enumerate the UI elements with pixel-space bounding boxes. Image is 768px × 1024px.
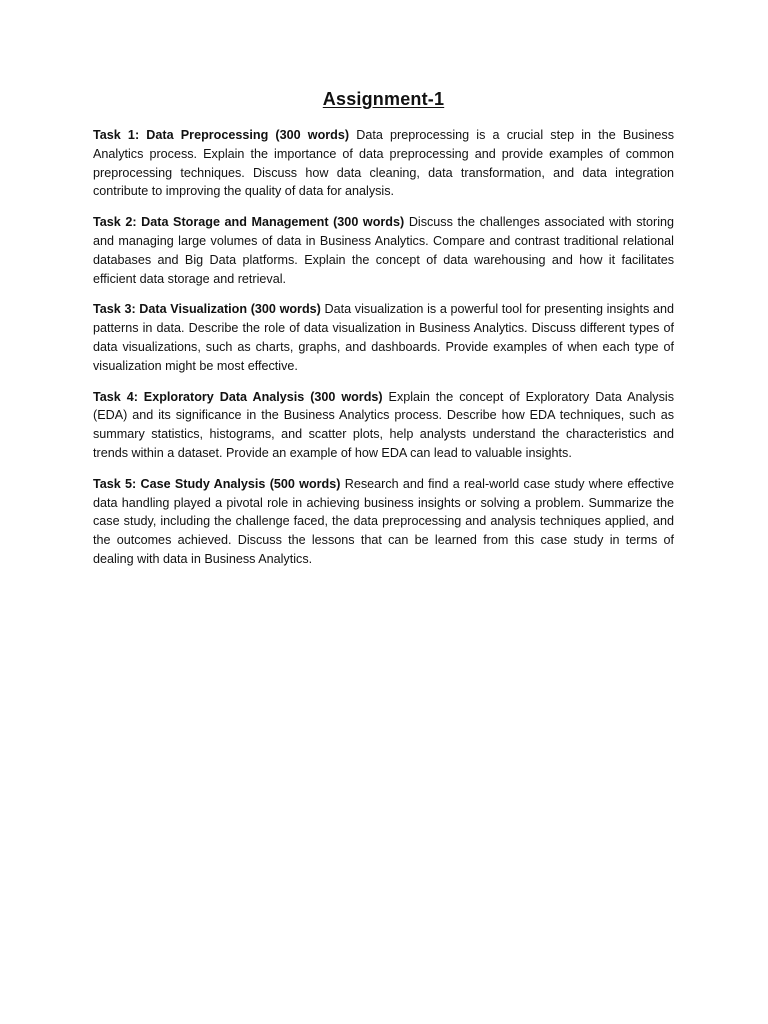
task-1-body: Data preprocessing is a crucial step in the Business Analytics process. Explain the importance of data preprocessing and provide examples of common preprocessing techniques. Discuss how data cleaning, data transformation, and data integration contribute to improving the quality of data for analysis. [93, 128, 674, 199]
task-2-paragraph [93, 213, 674, 288]
task-5-body: Research and find a real-world case study where effective data handling played a pivotal role in achieving business insights or solving a problem. Summarize the case study, including the challenge faced, the data preprocessing and analysis techniques applied, and the outcomes achieved. Discuss the lessons that can be learned from this case study in terms of dealing with data in Business Analytics. [93, 476, 674, 566]
task-1-heading: Task 1: Data Preprocessing (300 words) [93, 128, 350, 142]
task-3-paragraph [93, 300, 674, 375]
task-2-body: Discuss the challenges associated with storing and managing large volumes of data in Business Analytics. Compare and contrast traditional relational databases and Big Data platforms. Explain the concept of data warehousing and how it facilitates efficient data storage and retrieval. [93, 215, 675, 286]
document-page [93, 86, 674, 581]
task-1-paragraph [93, 126, 674, 201]
task-2-heading: Task 2: Data Storage and Management (300 words) [93, 215, 405, 230]
task-4-paragraph [93, 388, 674, 463]
task-4-heading: Task 4: Exploratory Data Analysis (300 words) [93, 389, 383, 404]
task-4-body: Explain the concept of Exploratory Data Analysis (EDA) and its significance in the Business Analytics process. Describe how EDA techniques, such as summary statistics, histograms, and scatter plots, help analysts understand the characteristics and trends within a dataset. Provide an example of how EDA can lead to valuable insights. [93, 389, 674, 460]
document-title: Assignment-1 [322, 89, 445, 109]
task-5-heading: Task 5: Case Study Analysis (500 words) [93, 476, 341, 491]
task-5-paragraph [93, 475, 674, 569]
task-3-body: Data visualization is a powerful tool for presenting insights and patterns in data. Describe the role of data visualization in Business Analytics. Discuss different types of data visualizations, such as charts, graphs, and dashboards. Provide examples of when each type of visualization might be most effective. [93, 302, 674, 373]
task-3-heading: Task 3: Data Visualization (300 words) [93, 302, 321, 317]
